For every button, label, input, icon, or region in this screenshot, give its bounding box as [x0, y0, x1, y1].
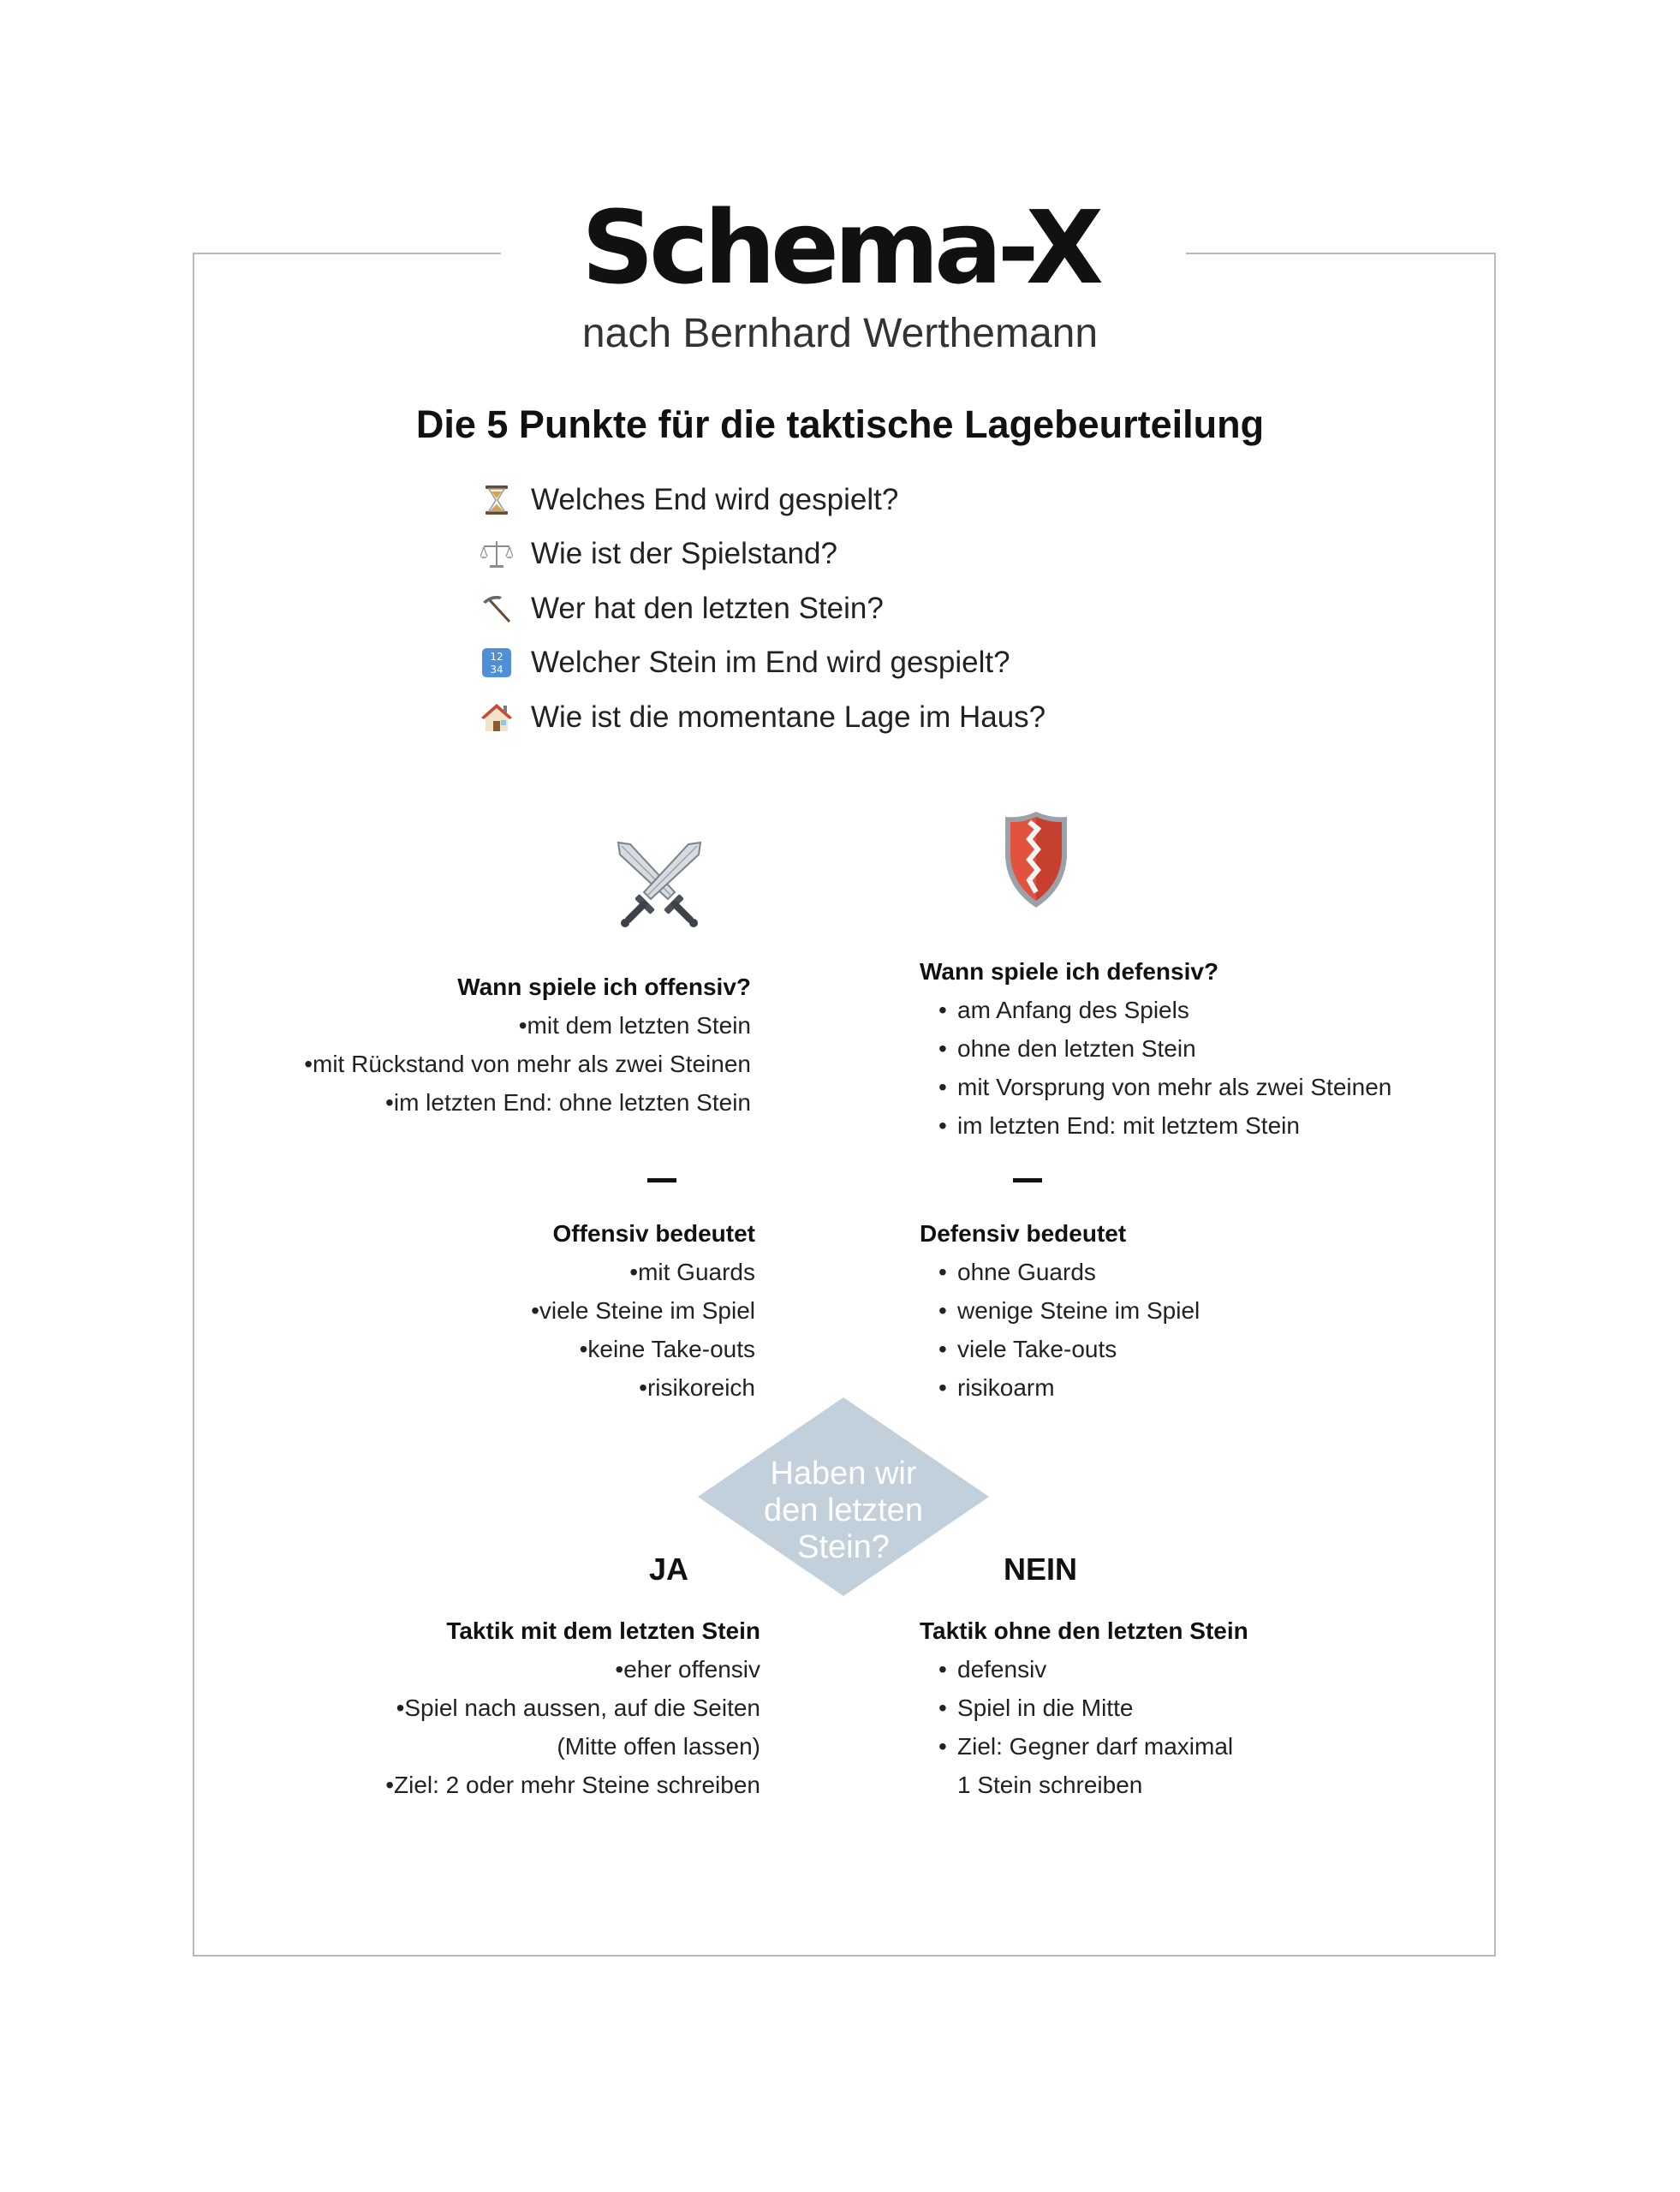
list-item: 1 Stein schreiben	[957, 1772, 1143, 1798]
point-item	[480, 527, 1046, 582]
decision-line: Stein?	[797, 1529, 890, 1565]
page-subtitle: nach Bernhard Werthemann	[581, 311, 1099, 356]
list-item: •viele Steine im Spiel	[531, 1297, 755, 1324]
point-text: Wer hat den letzten Stein?	[531, 591, 884, 625]
point-text: Welches End wird gespielt?	[531, 482, 899, 516]
list-item: • defensiv	[938, 1656, 1047, 1683]
point-item	[480, 636, 1046, 691]
crossed-swords-icon	[615, 839, 704, 932]
list-item: • mit Vorsprung von mehr als zwei Steinen	[938, 1074, 1392, 1100]
defensive-means-list	[920, 1253, 1200, 1407]
no-tactic-heading: Taktik ohne den letzten Stein	[920, 1617, 1248, 1644]
list-item: • ohne Guards	[938, 1259, 1096, 1285]
offensive-means-heading: Offensiv bedeutet	[552, 1220, 755, 1247]
list-item: • Ziel: Gegner darf maximal	[938, 1733, 1234, 1760]
decision-line: Haben wir	[770, 1456, 917, 1492]
point-item	[480, 581, 1046, 636]
defensive-when-heading: Wann spiele ich defensiv?	[920, 958, 1219, 985]
offensive-means-block	[517, 1214, 755, 1407]
point-text: Wie ist der Spielstand?	[531, 537, 837, 571]
list-item: •risikoreich	[639, 1374, 755, 1401]
offensive-means-list	[517, 1253, 755, 1407]
svg-text:12: 12	[490, 651, 503, 664]
point-item	[480, 690, 1046, 745]
list-item: •mit dem letzten Stein	[518, 1012, 751, 1039]
defensive-when-list	[920, 991, 1391, 1145]
yes-label: JA	[649, 1552, 689, 1587]
point-text: Welcher Stein im End wird gespielt?	[531, 646, 1010, 680]
offensive-when-list	[290, 1006, 751, 1122]
offensive-when-heading: Wann spiele ich offensiv?	[457, 974, 751, 1000]
hourglass-icon	[480, 483, 514, 517]
list-item: • ohne den letzten Stein	[938, 1035, 1196, 1062]
list-item: • risikoarm	[938, 1374, 1055, 1401]
scales-icon	[480, 537, 514, 571]
offensive-dash	[647, 1178, 676, 1182]
list-item: •Ziel: 2 oder mehr Steine schreiben	[385, 1772, 760, 1798]
list-item: •eher offensiv	[615, 1656, 760, 1683]
yes-tactic-list	[372, 1650, 760, 1804]
no-tactic-list	[920, 1650, 1248, 1804]
list-item: •im letzten End: ohne letzten Stein	[385, 1089, 751, 1116]
list-item: • im letzten End: mit letztem Stein	[938, 1112, 1300, 1139]
point-item	[480, 473, 1046, 527]
yes-tactic-heading: Taktik mit dem letzten Stein	[446, 1617, 760, 1644]
list-item: • Spiel in die Mitte	[938, 1695, 1134, 1721]
defensive-dash	[1013, 1178, 1042, 1182]
offensive-when-block	[290, 968, 751, 1122]
defensive-means-heading: Defensiv bedeutet	[920, 1220, 1127, 1247]
defensive-means-block	[920, 1214, 1200, 1407]
defensive-when-block	[920, 952, 1391, 1145]
list-item: •keine Take-outs	[579, 1336, 755, 1362]
yes-tactic-block	[372, 1611, 760, 1804]
point-text: Wie ist die momentane Lage im Haus?	[531, 700, 1046, 734]
list-item: • am Anfang des Spiels	[938, 997, 1189, 1023]
pick-icon	[480, 592, 514, 626]
house-icon	[480, 700, 514, 735]
decision-line: den letzten	[764, 1492, 923, 1528]
list-item: •mit Guards	[629, 1259, 755, 1285]
shield-icon	[1004, 810, 1069, 914]
no-tactic-block	[920, 1611, 1248, 1804]
numbers-icon	[480, 646, 514, 680]
points-list	[480, 473, 1046, 745]
list-item: • wenige Steine im Spiel	[938, 1297, 1200, 1324]
list-item: (Mitte offen lassen)	[557, 1733, 760, 1760]
page-title: Schema-X	[581, 188, 1099, 307]
list-item: •mit Rückstand von mehr als zwei Steinen	[304, 1051, 751, 1077]
points-heading: Die 5 Punkte für die taktische Lagebeurteilung	[415, 402, 1265, 446]
list-item: •Spiel nach aussen, auf die Seiten	[396, 1695, 760, 1721]
svg-text:34: 34	[490, 664, 503, 676]
decision-question	[698, 1456, 989, 1566]
list-item: • viele Take-outs	[938, 1336, 1117, 1362]
no-label: NEIN	[1004, 1552, 1078, 1587]
